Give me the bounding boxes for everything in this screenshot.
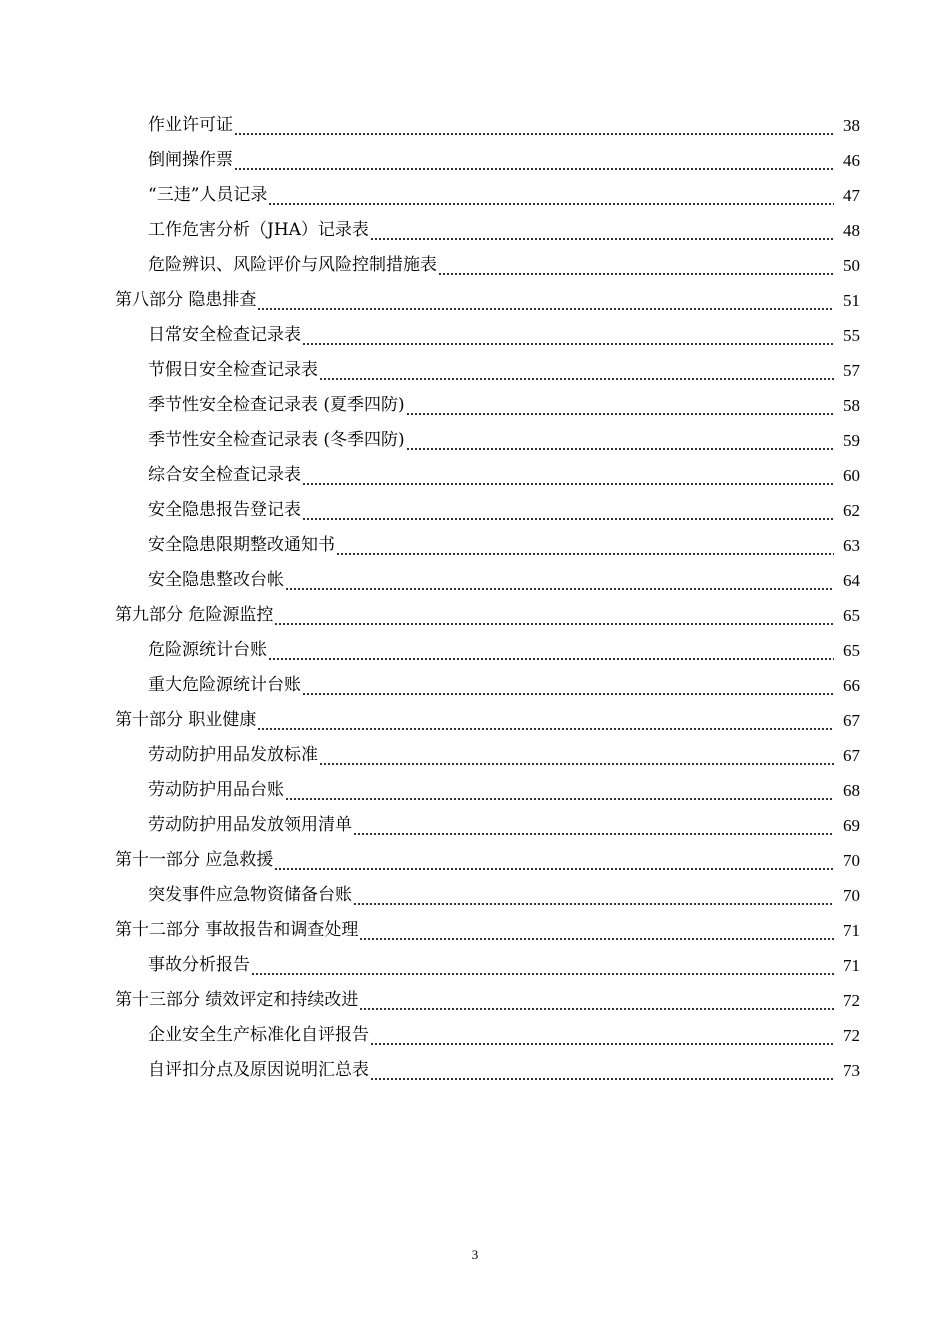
toc-dot-leader: [251, 948, 834, 983]
toc-entry-page: 64: [843, 571, 860, 590]
toc-entry[interactable]: [0, 318, 950, 353]
toc-dot-leader: [438, 248, 834, 283]
toc-dot-leader: [406, 388, 834, 423]
toc-entry[interactable]: [0, 808, 950, 843]
toc-entry-page: 46: [843, 151, 860, 170]
toc-dot-leader: [370, 1053, 834, 1088]
toc-dot-leader: [302, 318, 834, 353]
toc-entry[interactable]: [0, 773, 950, 808]
toc-entry-page: 48: [843, 221, 860, 240]
toc-dot-leader: [370, 213, 834, 248]
toc-entry-title: 劳动防护用品台账: [148, 780, 284, 800]
toc-section-page: 65: [843, 606, 860, 625]
toc-section-title: 第十二部分 事故报告和调查处理: [115, 920, 359, 940]
toc-entry[interactable]: [0, 248, 950, 283]
toc-entry-title: 突发事件应急物资储备台账: [148, 885, 352, 905]
toc-entry[interactable]: [0, 493, 950, 528]
toc-entry-page: 55: [843, 326, 860, 345]
toc-dot-leader: [353, 878, 834, 913]
toc-entry-title: 作业许可证: [148, 115, 233, 135]
toc-entry[interactable]: [0, 878, 950, 913]
toc-section-heading[interactable]: [0, 983, 950, 1018]
toc-entry[interactable]: [0, 353, 950, 388]
toc-section-title: 第十一部分 应急救援: [115, 850, 274, 870]
toc-entry-title: 危险辨识、风险评价与风险控制措施表: [148, 255, 437, 275]
toc-section-heading[interactable]: [0, 283, 950, 318]
toc-entry-title: 劳动防护用品发放领用清单: [148, 815, 352, 835]
toc-dot-leader: [302, 458, 834, 493]
toc-dot-leader: [302, 493, 834, 528]
toc-section-heading[interactable]: [0, 843, 950, 878]
toc-entry[interactable]: [0, 213, 950, 248]
toc-entry[interactable]: [0, 948, 950, 983]
toc-entry-page: 38: [843, 116, 860, 135]
toc-entry-page: 70: [843, 886, 860, 905]
toc-entry[interactable]: [0, 738, 950, 773]
toc-section-title: 第十三部分 绩效评定和持续改进: [115, 990, 359, 1010]
toc-entry-title: 危险源统计台账: [148, 640, 267, 660]
toc-entry[interactable]: [0, 1018, 950, 1053]
toc-entry-page: 57: [843, 361, 860, 380]
page-number: 3: [471, 1247, 479, 1262]
toc-entry-page: 59: [843, 431, 860, 450]
toc-dot-leader: [268, 633, 834, 668]
toc-entry[interactable]: [0, 563, 950, 598]
toc-entry[interactable]: [0, 388, 950, 423]
toc-dot-leader: [336, 528, 834, 563]
toc-dot-leader: [274, 598, 834, 633]
toc-dot-leader: [274, 843, 834, 878]
toc-entry-page: 60: [843, 466, 860, 485]
toc-dot-leader: [302, 668, 834, 703]
toc-section-heading[interactable]: [0, 598, 950, 633]
toc-dot-leader: [319, 738, 834, 773]
toc-entry-title: 事故分析报告: [148, 955, 250, 975]
toc-entry-page: 58: [843, 396, 860, 415]
toc-entry-page: 50: [843, 256, 860, 275]
toc-entry[interactable]: [0, 668, 950, 703]
toc-dot-leader: [353, 808, 834, 843]
toc-entry-page: 71: [843, 956, 860, 975]
toc-dot-leader: [268, 178, 834, 213]
toc-entry-title: 综合安全检查记录表: [148, 465, 301, 485]
toc-section-page: 67: [843, 711, 860, 730]
toc-dot-leader: [285, 563, 834, 598]
toc-entry-page: 68: [843, 781, 860, 800]
toc-entry-page: 63: [843, 536, 860, 555]
toc-entry-title: 企业安全生产标准化自评报告: [148, 1025, 369, 1045]
toc-dot-leader: [406, 423, 834, 458]
toc-entry[interactable]: [0, 528, 950, 563]
toc-entry-page: 62: [843, 501, 860, 520]
toc-section-page: 71: [843, 921, 860, 940]
toc-entry-title: “三违”人员记录: [148, 185, 268, 205]
toc-entry-page: 67: [843, 746, 860, 765]
toc-entry-page: 47: [843, 186, 860, 205]
toc-entry[interactable]: [0, 423, 950, 458]
toc-entry-title: 日常安全检查记录表: [148, 325, 301, 345]
toc-dot-leader: [257, 283, 834, 318]
toc-section-title: 第十部分 职业健康: [115, 710, 257, 730]
toc-entry-title: 安全隐患限期整改通知书: [148, 535, 335, 555]
toc-dot-leader: [359, 983, 834, 1018]
toc-entry-title: 季节性安全检查记录表 (夏季四防): [148, 395, 405, 415]
table-of-contents: [0, 108, 950, 1088]
toc-entry-page: 69: [843, 816, 860, 835]
toc-dot-leader: [234, 108, 834, 143]
toc-entry[interactable]: [0, 458, 950, 493]
toc-entry-title: 自评扣分点及原因说明汇总表: [148, 1060, 369, 1080]
toc-entry-page: 65: [843, 641, 860, 660]
toc-entry-page: 72: [843, 1026, 860, 1045]
toc-entry-title: 重大危险源统计台账: [148, 675, 301, 695]
toc-entry-title: 安全隐患整改台帐: [148, 570, 284, 590]
toc-entry-page: 66: [843, 676, 860, 695]
toc-section-page: 70: [843, 851, 860, 870]
toc-entry-title: 劳动防护用品发放标准: [148, 745, 318, 765]
toc-entry-title: 工作危害分析（JHA）记录表: [148, 220, 369, 240]
toc-dot-leader: [359, 913, 834, 948]
toc-entry-title: 节假日安全检查记录表: [148, 360, 318, 380]
toc-entry[interactable]: [0, 1053, 950, 1088]
toc-entry-title: 安全隐患报告登记表: [148, 500, 301, 520]
toc-entry[interactable]: [0, 633, 950, 668]
toc-section-heading[interactable]: [0, 913, 950, 948]
toc-dot-leader: [234, 143, 834, 178]
toc-entry[interactable]: [0, 108, 950, 143]
toc-section-page: 51: [843, 291, 860, 310]
toc-dot-leader: [285, 773, 834, 808]
toc-dot-leader: [257, 703, 834, 738]
toc-dot-leader: [319, 353, 834, 388]
toc-section-title: 第九部分 危险源监控: [115, 605, 274, 625]
toc-dot-leader: [370, 1018, 834, 1053]
toc-section-heading[interactable]: [0, 703, 950, 738]
toc-entry-page: 73: [843, 1061, 860, 1080]
toc-entry-title: 倒闸操作票: [148, 150, 233, 170]
toc-entry[interactable]: [0, 178, 950, 213]
toc-section-page: 72: [843, 991, 860, 1010]
toc-entry-title: 季节性安全检查记录表 (冬季四防): [148, 430, 405, 450]
toc-entry[interactable]: [0, 143, 950, 178]
toc-section-title: 第八部分 隐患排查: [115, 290, 257, 310]
